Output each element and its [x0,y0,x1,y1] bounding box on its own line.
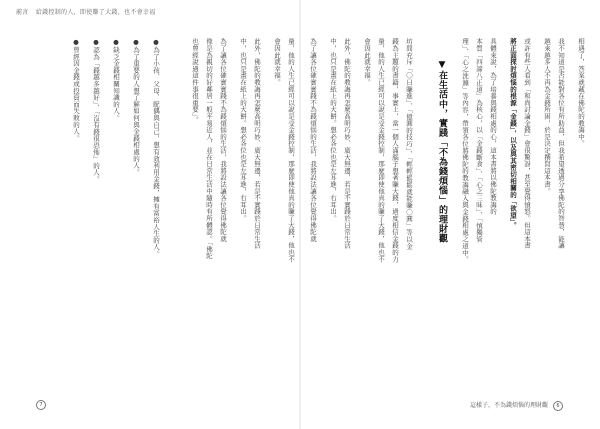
body-column: 像是為親切的好鄰居一般平易近人，並在日常生活中隨時有所體認。「佛陀 [205,38,213,260]
page-gutter [299,0,301,429]
body-column: 中，也只是畫在紙上的大餅。想必各位也是左耳進，右耳出。 [239,38,247,222]
folio-left [36,400,46,410]
emphasis-column: 將正面探討煩惱的根源「金錢」，以及與其密切相關的「欲望」。 [509,38,517,229]
body-column: 坊間充斥「〇日賺進」、「億圓的技巧」、「輕輕鬆鬆就能賺〇圓」等以金 [405,38,413,250]
body-column: 會因此就幸福。 [273,38,281,86]
page-number: 6 [553,401,563,411]
body-column: 為了讓各位確實實踐不為錢煩惱的生活，我將設法讓各位覺得佛陀就 [309,38,317,242]
body-column: 此外，佛陀的教誨再怎麼高明巧妙、廣大無邊，若是不實踐於日常生活 [343,38,351,249]
body-column: 相遇了，答案就藏在佛陀的教誨中。 [577,38,585,147]
body-column: 會因此就幸福。 [363,38,371,86]
bullet-item: ●曾經因金錢或投資而失敗的人。 [72,38,80,142]
bullet-item: ●為了小孩、父母、配偶與自己，想有效利用金錢，擁有富裕人生的人。 [152,38,160,258]
body-column: 為了讓各位確實實踐不為錢煩惱的生活，我將設法讓各位覺得佛陀就 [219,38,227,242]
running-head [16,7,156,16]
body-column: 或許有些人看到「和尚討論金錢」會很驚訝，甚至覺得憤怒。但這本書 [523,38,531,249]
body-column: 錢為主題的書籍，事實上，當一個人滿腦子想著賺大錢，過度相信金錢的力 [391,38,399,263]
bullet-item: ●認為「錢越多越好」、「沒有錢很恐怖」的人。 [92,38,100,183]
bullet-dot-icon: ● [132,38,140,47]
bullet-dot-icon: ● [92,38,100,47]
body-column: 此外，佛陀的教誨再怎麼高明巧妙、廣大無邊，若是不實踐於日常生活 [253,38,261,249]
running-head-text: 給錢控制的人，即使賺了大錢，也不會幸福 [35,9,156,16]
folio-right [470,400,563,411]
bullet-item: ●為了重要的人想了解如何與金錢相處的人。 [132,38,140,176]
section-heading: ▼在生活中，實踐「不為錢煩惱」的理財觀 [437,60,447,244]
bullet-dot-icon: ● [72,38,80,47]
body-column: 也曾經說過這件事很重要」。 [191,38,199,124]
body-column: 理」、「心之洗滌」等內容，帶領各位將佛陀的教誨融入與金錢相處之道中。 [461,38,469,263]
bullet-dot-icon: ● [112,38,120,47]
page-number: 7 [36,400,46,410]
body-column: 具體來說，為了培養與錢相處的心，這本書將以佛陀教誨的 [489,38,497,215]
running-head-label: 前言 [16,9,29,16]
body-column: 量，他的人生已經可以說是受金錢控制，那麼即使他真的賺了大錢，他也不 [287,38,295,263]
body-column: 我不知道是否能對各位有所助益，但我希望透過分享佛陀的智慧，能讓 [557,38,565,249]
bullet-item: ●缺乏金錢相關知識的人。 [112,38,120,122]
body-column: 越來越多人不再為金錢所困，於是決定撰寫這本書。 [543,38,551,195]
body-column: 本質「四諦八正道」為核心，以「金錢斷食」、「心之三昧」、「慎獨管 [475,38,483,243]
body-column: 量，他的人生已經可以說是受金錢控制，那麼即使他真的賺了大錢，他也不 [377,38,385,263]
body-column: 中，也只是畫在紙上的大餅。想必各位也是左耳進，右耳出。 [329,38,337,222]
folio-title: 這樣子，不為錢煩惱的理財觀 [470,402,549,409]
bullet-dot-icon: ● [152,38,160,47]
